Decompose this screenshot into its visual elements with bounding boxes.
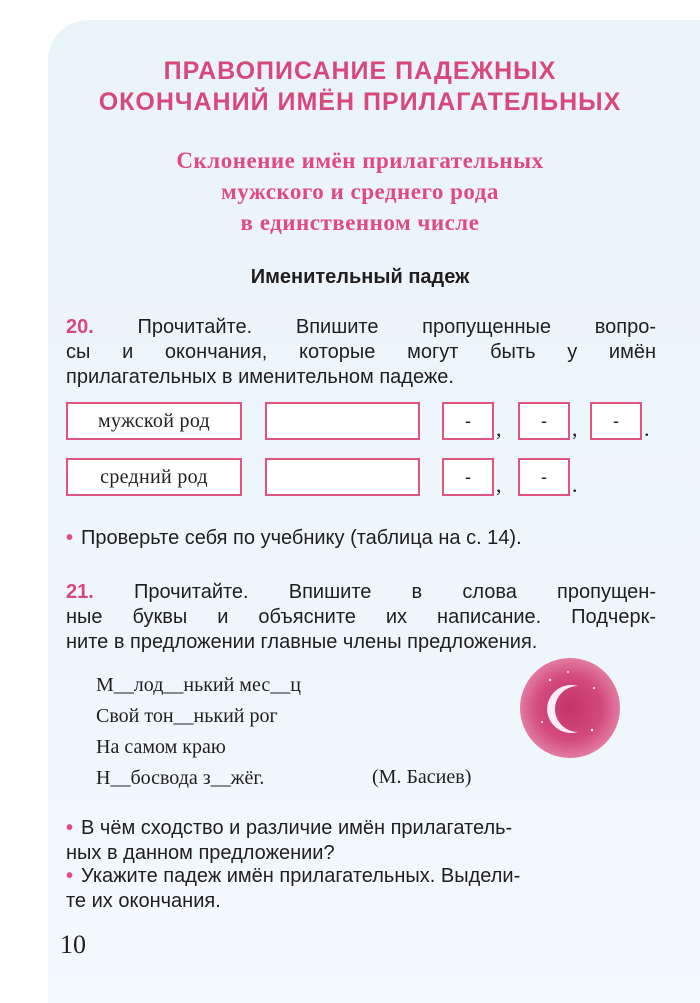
exercise-20-line-1: 20. Прочитайте. Впишите пропущенные вопро- [66, 316, 657, 338]
period: . [644, 416, 650, 441]
exercise-20-text [66, 315, 656, 390]
exercise-21-line-3: ните в предложении главные члены предложения. [66, 631, 538, 653]
bullet-icon: • [66, 527, 74, 549]
poem-line-1: М__лод__нький мес__ц [96, 674, 301, 696]
bullet-icon: • [66, 865, 74, 887]
period: . [572, 472, 578, 497]
masculine-label: мужской род [97, 409, 211, 432]
page-title [60, 56, 660, 118]
masculine-ending-field-1[interactable]: - [442, 402, 494, 440]
crescent-moon-icon [520, 658, 620, 758]
poem-line-3: На самом краю [96, 736, 226, 758]
subtitle-line-1: Склонение имён прилагательных [176, 148, 544, 173]
question-2: • Укажите падеж имён прилагательных. Выдели- те их окончания. [66, 865, 521, 912]
question-1: • В чём сходство и различие имён прилагатель- ных в данном предложении? [66, 817, 513, 864]
exercise-21-line-1: 21. Прочитайте. Впишите в слова пропущен- [66, 581, 657, 603]
exercise-20-number: 20. [66, 316, 94, 338]
title-line-1: ПРАВОПИСАНИЕ ПАДЕЖНЫХ [163, 57, 557, 85]
exercise-21-line-2: ные буквы и объясните их написание. Подчерк- [66, 606, 656, 628]
bullet-icon: • [66, 817, 74, 839]
poem [96, 670, 301, 794]
exercise-21-number: 21. [66, 581, 94, 603]
exercise-20-line-3: прилагательных в именительном падеже. [66, 366, 454, 388]
subtitle-line-3: в единственном числе [240, 210, 480, 235]
masculine-ending-field-3[interactable]: - [590, 402, 642, 440]
page-number: 10 [60, 930, 86, 959]
neuter-label: средний род [100, 465, 208, 488]
poem-line-4: Н__босвода з__жёг. [96, 767, 265, 789]
neuter-ending-field-2[interactable]: - [518, 458, 570, 496]
masculine-ending-field-2[interactable]: - [518, 402, 570, 440]
section-subtitle [110, 145, 610, 238]
exercise-20-line-2: сы и окончания, которые могут быть у имён [66, 341, 656, 363]
check-note: • Проверьте себя по учебнику (таблица на с. 14). [66, 527, 522, 549]
masculine-label-box [66, 402, 242, 440]
comma: , [572, 416, 578, 441]
neuter-label-box [66, 458, 242, 496]
case-heading: Именительный падеж [250, 266, 470, 288]
poem-line-2: Свой тон__нький рог [96, 705, 278, 727]
comma: , [496, 472, 502, 497]
neuter-ending-field-1[interactable]: - [442, 458, 494, 496]
moon-illustration [520, 658, 620, 758]
masculine-question-field[interactable] [265, 402, 420, 440]
exercise-21-text [66, 580, 656, 655]
subtitle-line-2: мужского и среднего рода [221, 179, 499, 204]
comma: , [496, 416, 502, 441]
poem-author: (М. Басиев) [372, 766, 472, 788]
title-line-2: ОКОНЧАНИЙ ИМЁН ПРИЛАГАТЕЛЬНЫХ [98, 88, 622, 116]
neuter-question-field[interactable] [265, 458, 420, 496]
